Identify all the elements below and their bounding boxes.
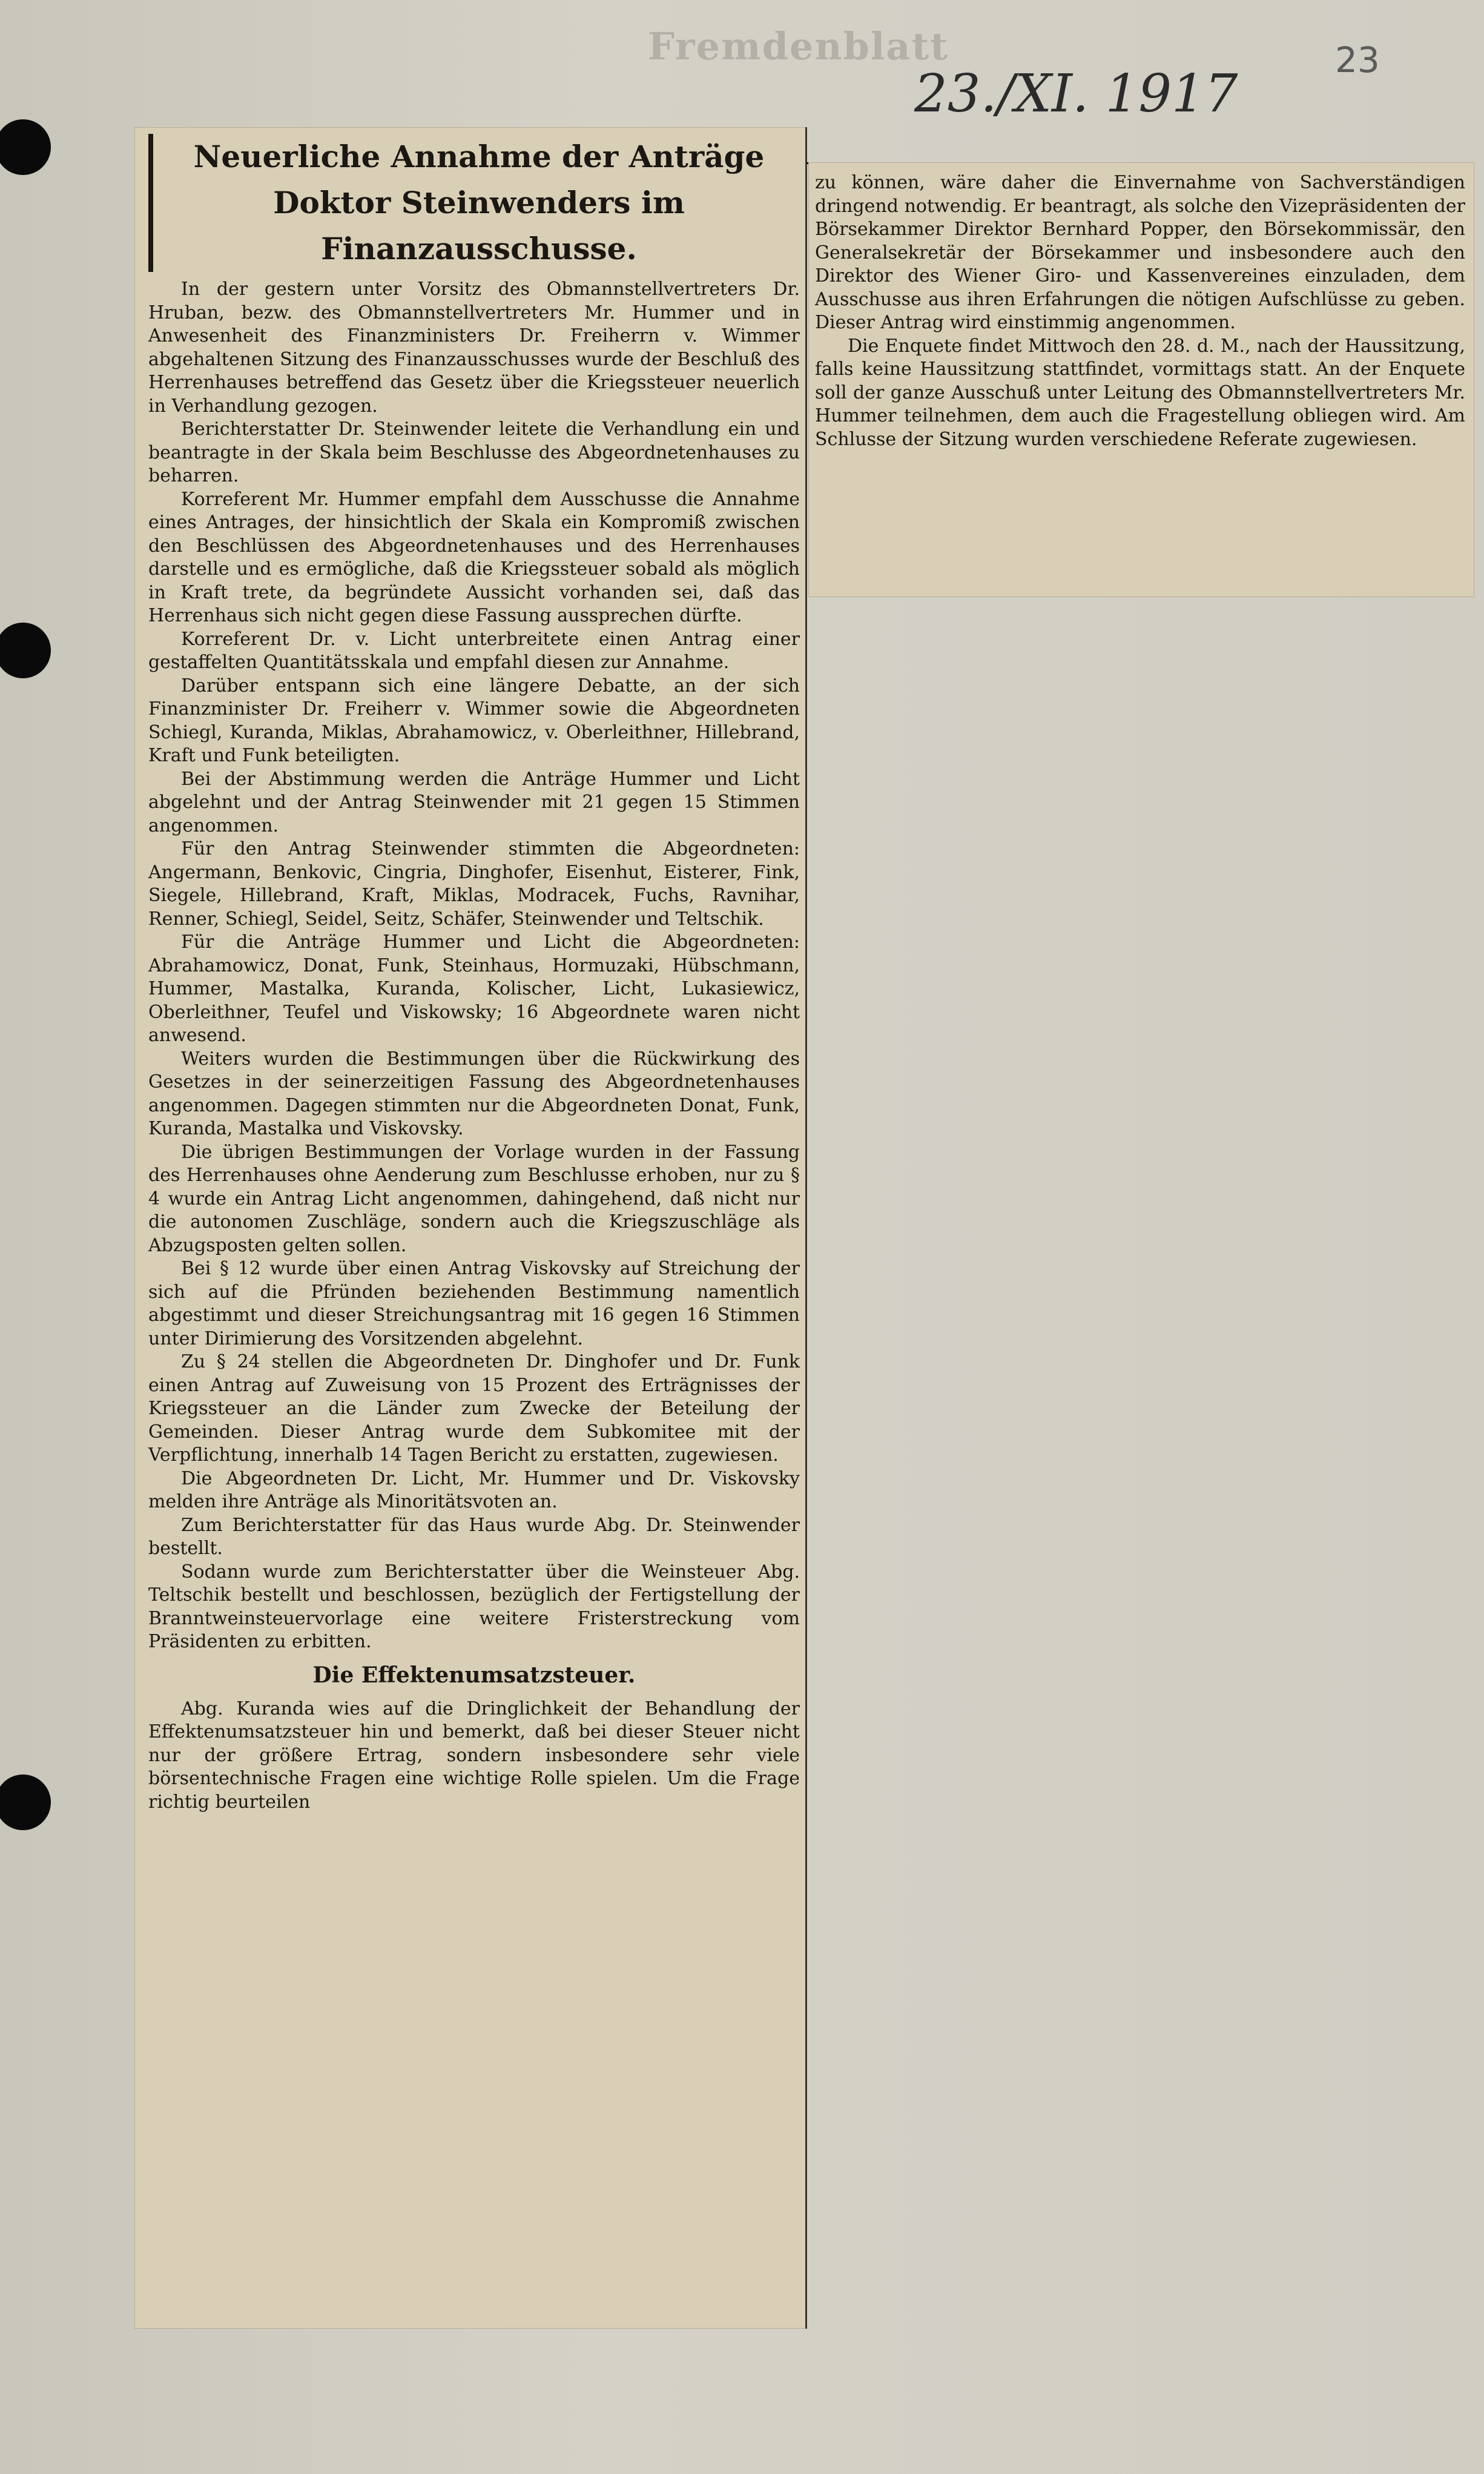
paragraph: Zum Berichterstatter für das Haus wurde Abg. Dr. Steinwender bestellt. [148, 1514, 800, 1559]
column1-body [148, 278, 800, 1814]
paragraph: Bei der Abstimmung werden die Anträge Hummer und Licht abgelehnt und der Antrag Steinwender mit 21 gegen 15 Stimmen angenommen. [148, 768, 800, 836]
column-rule [805, 127, 807, 2329]
article-title: Neuerliche Annahme der Anträge Doktor Steinwenders im Finanzausschusse. [148, 134, 800, 272]
paragraph: Abg. Kuranda wies auf die Dringlichkeit der Behandlung der Effektenumsatzsteuer hin und bemerkt, daß bei dieser Steuer nicht nur der größere Ertrag, sondern insbesondere sehr viele börsentechnische Fragen eine wichtige Rolle spielen. Um die Frage richtig beurteilen [148, 1698, 800, 1813]
paragraph: Für die Anträge Hummer und Licht die Abgeordneten: Abrahamowicz, Donat, Funk, Steinhaus, Hormuzaki, Hübschmann, Hummer, Mastalka, Kuranda, Kolischer, Licht, Lukasiewicz, Oberleithner, Teufel und Viskowsky; 16 Abgeordnete waren nicht anwesend. [148, 931, 800, 1046]
paragraph: Korreferent Mr. Hummer empfahl dem Ausschusse die Annahme eines Antrages, der hinsichtlich der Skala ein Kompromiß zwischen den Beschlüssen des Abgeordnetenhauses und des Herrenhauses darstelle und es ermögliche, daß die Kriegssteuer sobald als möglich in Kraft trete, da begründete Aussicht vorhanden sei, daß das Herrenhaus sich nicht gegen diese Fassung aussprechen dürfte. [148, 488, 800, 626]
paragraph: Die Abgeordneten Dr. Licht, Mr. Hummer und Dr. Viskovsky melden ihre Anträge als Minoritätsvoten an. [148, 1467, 800, 1512]
paragraph: In der gestern unter Vorsitz des Obmannstellvertreters Dr. Hruban, bezw. des Obmannstellvertreters Mr. Hummer und in Anwesenheit des Finanzministers Dr. Freiherrn v. Wimmer abgehaltenen Sitzung des Finanzausschusses wurde der Beschluß des Herrenhauses betreffend das Gesetz über die Kriegssteuer neuerlich in Verhandlung gezogen. [148, 279, 800, 417]
paragraph: Korreferent Dr. v. Licht unterbreitete einen Antrag einer gestaffelten Quantitätsskala und empfahl diesen zur Annahme. [148, 628, 800, 673]
paragraph: Für den Antrag Steinwender stimmten die Abgeordneten: Angermann, Benkovic, Cingria, Dinghofer, Eisenhut, Eisterer, Fink, Siegele, Hillebrand, Kraft, Miklas, Modracek, Fuchs, Ravnihar, Renner, Schiegl, Seidel, Seitz, Schäfer, Steinwender und Teltschik. [148, 838, 800, 930]
article-column-1 [134, 127, 806, 2329]
article-column-2 [808, 162, 1474, 597]
paragraph: Berichterstatter Dr. Steinwender leitete die Verhandlung ein und beantragte in der Skala beim Beschlusse des Abgeordnetenhauses zu beharren. [148, 418, 800, 486]
punch-hole [0, 623, 51, 678]
paragraph: zu können, wäre daher die Einvernahme von Sachverständigen dringend notwendig. Er beantragt, als solche den Vizepräsidenten der Börsekammer Direktor Bernhard Popper, den Börsekommissär, den Generalsekretär der Börsekammer und insbesondere auch den Direktor des Wiener Giro- und Kassenvereines einzuladen, dem Ausschusse aus ihren Erfahrungen die nötigen Aufschlüsse zu geben. Dieser Antrag wird einstimmig angenommen. [815, 172, 1465, 333]
paragraph: Sodann wurde zum Berichterstatter über die Weinsteuer Abg. Teltschik bestellt und beschlossen, bezüglich der Fertigstellung der Branntweinsteuervorlage eine weitere Fristerstreckung vom Präsidenten zu erbitten. [148, 1561, 800, 1652]
punch-hole [0, 1774, 51, 1830]
handwritten-date: 23./XI. 1917 [914, 64, 1238, 124]
paragraph: Die übrigen Bestimmungen der Vorlage wurden in der Fassung des Herrenhauses ohne Aenderung zum Beschlusse erhoben, nur zu § 4 wurde ein Antrag Licht angenommen, dahingehend, daß nicht nur die autonomen Zuschläge, sondern auch die Kriegszuschläge als Abzugsposten gelten sollen. [148, 1141, 800, 1256]
section-subheading: Die Effektenumsatzsteuer. [312, 1662, 636, 1688]
paragraph: Bei § 12 wurde über einen Antrag Viskovsky auf Streichung der sich auf die Pfründen beziehenden Bestimmung namentlich abgestimmt und dieser Streichungsantrag mit 16 gegen 16 Stimmen unter Dirimierung des Vorsitzenden abgelehnt. [148, 1258, 800, 1349]
punch-hole [0, 119, 51, 175]
paragraph: Die Enquete findet Mittwoch den 28. d. M., nach der Haussitzung, falls keine Haussitzung stattfindet, vormittags statt. An der Enquete soll der ganze Ausschuß unter Leitung des Obmannstellvertreters Mr. Hummer teilnehmen, dem auch die Fragestellung obliegen wird. Am Schlusse der Sitzung wurden verschiedene Referate zugewiesen. [815, 335, 1465, 450]
newspaper-masthead: Fremdenblatt [648, 24, 949, 68]
paragraph: Darüber entspann sich eine längere Debatte, an der sich Finanzminister Dr. Freiherr v. Wimmer sowie die Abgeordneten Schiegl, Kuranda, Miklas, Abrahamowicz, v. Oberleithner, Hillebrand, Kraft und Funk beteiligten. [148, 675, 800, 766]
handwritten-page-number: 23 [1335, 39, 1380, 81]
paragraph: Weiters wurden die Bestimmungen über die Rückwirkung des Gesetzes in der seinerzeitigen Fassung des Abgeordnetenhauses angenommen. Dagegen stimmten nur die Abgeordneten Donat, Funk, Kuranda, Mastalka und Viskovsky. [148, 1048, 800, 1139]
paragraph: Zu § 24 stellen die Abgeordneten Dr. Dinghofer und Dr. Funk einen Antrag auf Zuweisung von 15 Prozent des Erträgnisses der Kriegssteuer an die Länder zum Zwecke der Beteilung der Gemeinden. Dieser Antrag wurde dem Subkomitee mit der Verpflichtung, innerhalb 14 Tagen Bericht zu erstatten, zugewiesen. [148, 1351, 800, 1466]
